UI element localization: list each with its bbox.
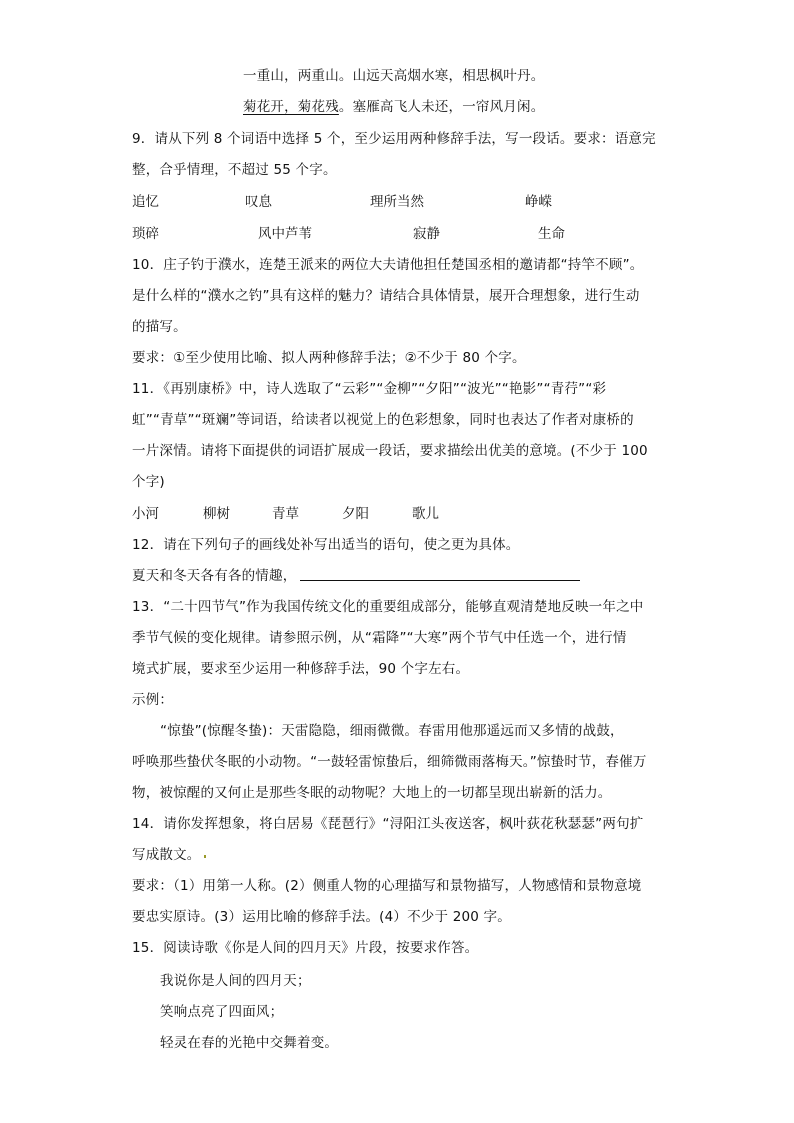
q13-example-label: 示例： <box>132 692 174 708</box>
q11-word: 小河 <box>132 506 159 522</box>
q13-text-2: 季节气候的变化规律。请参照示例，从“霜降”“大寒”两个节气中任选一个，进行情 <box>132 630 627 646</box>
q10-text-3: 的描写。 <box>132 319 187 335</box>
q11-word: 歌儿 <box>412 506 439 522</box>
q13-example-1: “惊蛰”(惊醒冬蛰)：天雷隐隐，细雨微微。春雷用他那遥远而又多情的战鼓， <box>160 723 624 739</box>
q11-word: 青草 <box>272 506 299 522</box>
q13-text-3: 境式扩展，要求至少运用一种修辞手法，90 个字左右。 <box>132 661 470 677</box>
q15-text-1: 15．阅读诗歌《你是人间的四月天》片段，按要求作答。 <box>132 940 479 956</box>
q9-word: 理所当然 <box>370 194 424 210</box>
q10-requirement: 要求：①至少使用比喻、拟人两种修辞手法；②不少于 80 个字。 <box>132 350 526 366</box>
q14-text-2: 写成散文。 <box>132 847 201 863</box>
q9-word: 生命 <box>538 226 565 242</box>
q9-word: 琐碎 <box>132 226 159 242</box>
q9-word: 叹息 <box>245 194 272 210</box>
q14-text-1: 14．请你发挥想象，将白居易《琵琶行》“浔阳江头夜送客，枫叶荻花秋瑟瑟”两句扩 <box>132 816 644 832</box>
q9-word: 峥嵘 <box>525 194 552 210</box>
q13-example-3: 物，被惊醒的又何止是那些冬眠的动物呢？大地上的一切都呈现出崭新的活力。 <box>132 785 612 801</box>
q12-text-1: 12．请在下列句子的画线处补写出适当的语句，使之更为具体。 <box>132 537 520 553</box>
q9-word: 寂静 <box>413 226 440 242</box>
stray-mark <box>204 855 206 858</box>
q12-text-2: 夏天和冬天各有各的情趣， <box>132 568 297 584</box>
q11-text-3: 一片深情。请将下面提供的词语扩展成一段话，要求描绘出优美的意境。(不少于 100 <box>132 443 648 459</box>
q14-requirement-2: 要忠实原诗。(3）运用比喻的修辞手法。(4）不少于 200 字。 <box>132 909 511 925</box>
q11-word: 柳树 <box>203 506 230 522</box>
q10-text-1: 10．庄子钓于濮水，连楚王派来的两位大夫请他担任楚国丞相的邀请都“持竿不顾”。 <box>132 257 644 273</box>
q15-poem-line: 笑响点亮了四面风； <box>160 1004 284 1020</box>
q15-poem-line: 我说你是人间的四月天； <box>160 973 311 989</box>
q9-text-1: 9．请从下列 8 个词语中选择 5 个，至少运用两种修辞手法，写一段话。要求：语意完 <box>132 131 656 147</box>
q13-text-1: 13．“二十四节气”作为我国传统文化的重要组成部分，能够直观清楚地反映一年之中 <box>132 599 644 615</box>
q9-text-2: 整，合乎情理，不超过 55 个字。 <box>132 162 337 178</box>
q9-word: 风中芦苇 <box>258 226 312 242</box>
q11-word: 夕阳 <box>342 506 369 522</box>
q11-text-1: 11．《再别康桥》中，诗人选取了“云彩”“金柳”“夕阳”“波光”“艳影”“青荇”“彩 <box>132 381 607 397</box>
poem-line-2-underlined: 菊花开，菊花残 <box>243 99 339 115</box>
poem-line-1: 一重山，两重山。山远天高烟水寒，相思枫叶丹。 <box>243 68 545 84</box>
poem-line-2 <box>243 98 544 116</box>
answer-blank-line <box>300 580 580 581</box>
q9-word: 追忆 <box>132 194 159 210</box>
poem-line-2-rest: 。塞雁高飞人未还，一帘风月闲。 <box>338 99 545 115</box>
q15-poem-line: 轻灵在春的光艳中交舞着变。 <box>160 1035 339 1051</box>
q11-text-2: 虹”“青草”“斑斓”等词语，给读者以视觉上的色彩想象，同时也表达了作者对康桥的 <box>132 412 634 428</box>
q10-text-2: 是什么样的“濮水之钓”具有这样的魅力？请结合具体情景，展开合理想象，进行生动 <box>132 288 640 304</box>
q14-requirement-1: 要求：（1）用第一人称。(2）侧重人物的心理描写和景物描写，人物感情和景物意境 <box>132 878 642 894</box>
q13-example-2: 呼唤那些蛰伏冬眠的小动物。“一鼓轻雷惊蛰后，细筛微雨落梅天。”惊蛰时节，春催万 <box>132 754 647 770</box>
q11-text-4: 个字) <box>132 474 165 490</box>
